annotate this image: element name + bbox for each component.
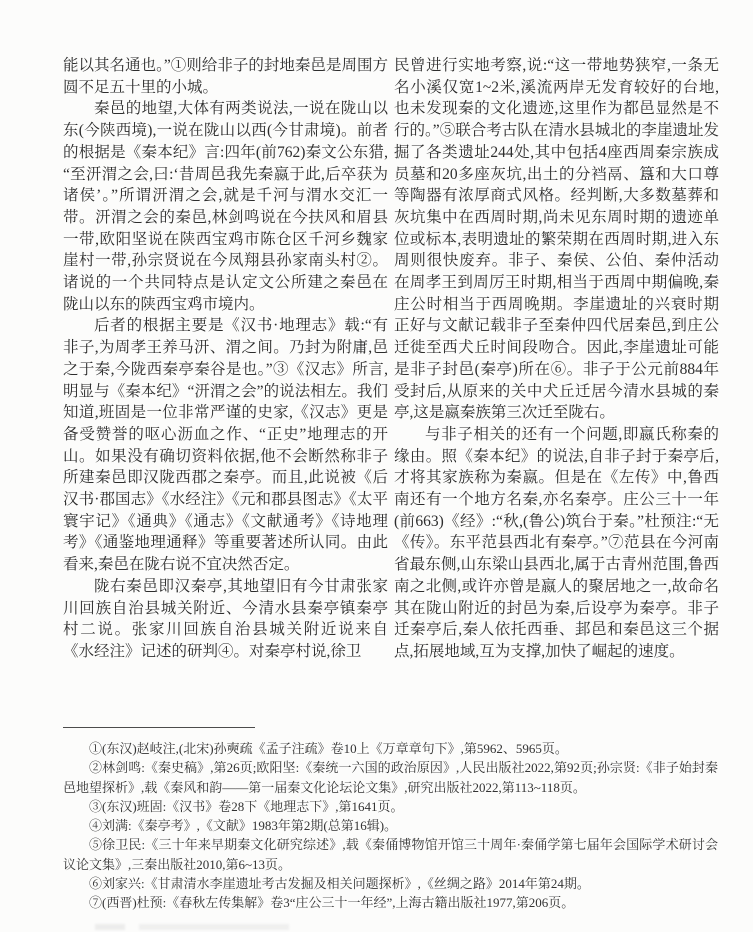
footnote: ⑦(西晋)杜预:《春秋左传集解》卷3“庄公三十一年经”,上海古籍出版社1977,第206页。: [89, 895, 575, 911]
page-footer-faint: [95, 924, 289, 931]
running-title-smudge: [139, 924, 289, 930]
paragraph: 秦邑的地望,大体有两类说法,一说在陇山以东(今陕西境),一说在陇山以西(今甘肃境)。前者的根据是《秦本纪》言:四年(前762)秦文公东猎,“至汧渭之会,曰:‘昔周邑我先秦嬴于此,后卒获为诸侯’。”所谓汧渭之会,就是千河与渭水交汇一带。汧渭之会的秦邑,林剑鸣说在今扶风和眉县一带,欧阳坚说在陕西宝鸡市陈仓区千河乡魏家崖村一带,孙宗贤说在今凤翔县孙家南头村②。诸说的一个共同特点是认定文公所建之秦邑在陇山以东的陕西宝鸡市境内。: [63, 100, 388, 313]
footnote-separator: [63, 727, 255, 728]
paragraph: 后者的根据主要是《汉书·地理志》载:“有非子,为周孝王养马汧、渭之间。乃封为附庸,邑之于秦,今陇西秦亭秦谷是也。”③《汉志》所言,明显与《秦本纪》“汧渭之会”的说法相左。我们知道,班固是一位非常严谨的史家,《汉志》更是备受赞誉的呕心沥血之作、“正史”地理志的开山。如果没有确切资料依据,他不会断然称非子所建秦邑即汉陇西郡之秦亭。而且,此说被《后汉书·郡国志》《水经注》《元和郡县图志》《太平寰宇记》《通典》《通志》《文献通考》《诗地理考》《通鉴地理通释》等重要著述所认同。由此看来,秦邑在陇右说不宜决然否定。: [63, 317, 388, 574]
footnote: ②林剑鸣:《秦史稿》,第26页;欧阳坚:《秦统一六国的政治原因》,人民出版社2022,第92页;孙宗贤:《非子始封秦邑地望探析》,载《秦风和韵——第一届秦文化论坛论文集》,研究出版社2022,第113~118页。: [63, 760, 718, 795]
paragraph-continuation: 能以其名通也。”①则给非子的封地秦邑是周围方圆不足五十里的小城。: [63, 57, 388, 96]
page-number-smudge: [95, 924, 125, 930]
paragraph-continuation: 民曾进行实地考察,说:“这一带地势狭窄,一条无名小溪仅宽1~2米,溪流两岸无发育较好的台地,也未发现秦的文化遗迹,这里作为都邑显然是不行的。”⑤联合考古队在清水县城北的李崖遗址发掘了各类遗址244处,其中包括4座西周秦宗族成员墓和20多座灰坑,出土的分裆鬲、簋和大口尊等陶器有浓厚商式风格。经判断,大多数墓葬和灰坑集中在西周时期,尚未见东周时期的遗迹单位或标本,表明遗址的繁荣期在西周时期,进入东周则很快废弃。非子、秦侯、公伯、秦仲活动在周孝王到周厉王时期,相当于西周中期偏晚,秦庄公时相当于西周晚期。李崖遗址的兴衰时期正好与文献记载非子至秦仲四代居秦邑,到庄公迁徙至西犬丘时间段吻合。因此,李崖遗址可能是非子封邑(秦亭)所在⑥。非子于公元前884年受封后,从原来的关中犬丘迁居今清水县城的秦亭,这是嬴秦族第三次迁至陇右。: [394, 57, 719, 422]
paragraph: 与非子相关的还有一个问题,即嬴氏称秦的缘由。照《秦本纪》的说法,自非子封于秦亭后,才将其家族称为秦嬴。但是在《左传》中,鲁西南还有一个地方名秦,亦名秦亭。庄公三十一年(前663)《经》:“秋,(鲁公)筑台于秦。”杜预注:“无《传》。东平范县西北有秦亭。”⑦范县在今河南省最东侧,山东梁山县西北,属于古青州范围,鲁西南之北侧,或许亦曾是嬴人的聚居地之一,故命名其在陇山附近的封邑为秦,后设亭为秦亭。非子迁秦亭后,秦人依托西垂、邽邑和秦邑这三个据点,拓展地域,互为支撑,加快了崛起的速度。: [394, 425, 719, 660]
footnote: ⑤徐卫民:《三十年来早期秦文化研究综述》,载《秦俑博物馆开馆三十周年·秦俑学第七届年会国际学术研讨会议论文集》,三秦出版社2010,第6~13页。: [63, 837, 718, 872]
footnote: ⑥刘家兴:《甘肃清水李崖遗址考古发掘及相关问题探析》,《丝绸之路》2014年第24期。: [89, 876, 590, 892]
footnotes: [63, 739, 718, 913]
left-column: [63, 55, 388, 663]
footnote: ①(东汉)赵岐注,(北宋)孙奭疏《孟子注疏》卷10上《万章章句下》,第5962、5965页。: [89, 741, 568, 756]
footnote: ③(东汉)班固:《汉书》卷28下《地理志下》,第1641页。: [89, 798, 404, 814]
paragraph: 陇右秦邑即汉秦亭,其地望旧有今甘肃张家川回族自治县城关附近、今清水县秦亭镇秦亭村二说。张家川回族自治县城关附近说来自《水经注》记述的研判④。对秦亭村说,徐卫: [63, 577, 388, 660]
footnote: ④刘满:《秦亭考》,《文献》1983年第2期(总第16辑)。: [89, 818, 398, 834]
text-body: [63, 55, 719, 663]
right-column: [394, 55, 719, 663]
